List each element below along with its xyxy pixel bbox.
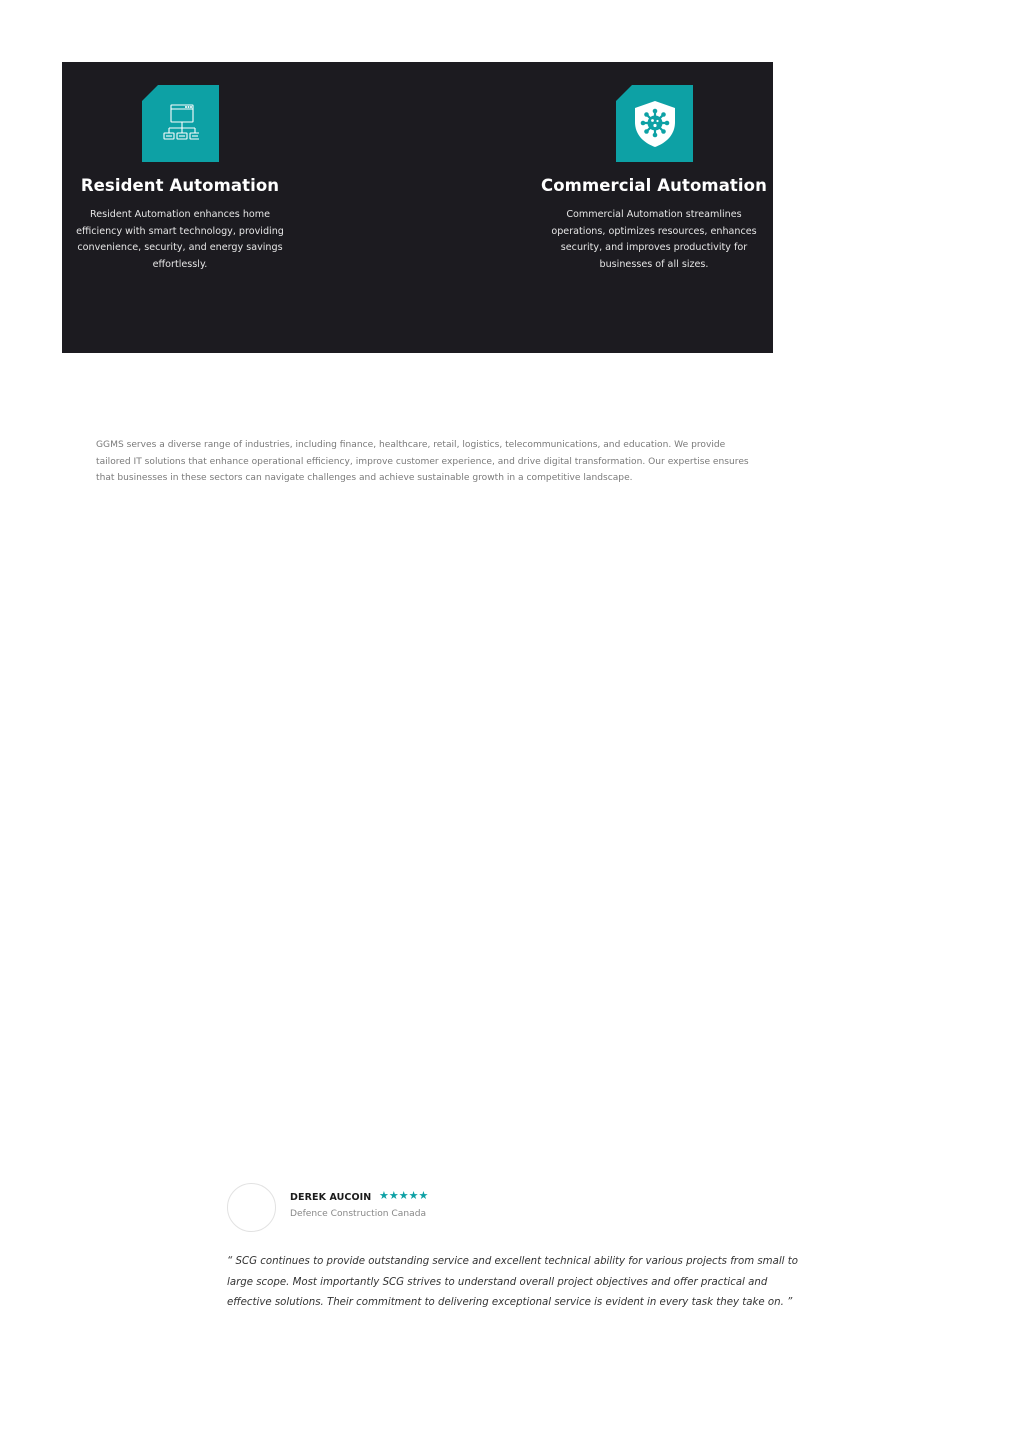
service-title: Resident Automation bbox=[80, 176, 280, 195]
testimonial-author-organization: Defence Construction Canada bbox=[290, 1209, 427, 1219]
service-card-resident-automation bbox=[62, 62, 298, 353]
star-rating: ★★★★★ bbox=[379, 1189, 429, 1202]
testimonial bbox=[227, 1183, 807, 1313]
service-description: Commercial Automation streamlines operations, optimizes resources, enhances security, and improves productivity for businesses of all sizes. bbox=[551, 209, 757, 270]
virus-shield-icon bbox=[633, 100, 677, 148]
service-description: Resident Automation enhances home efficiency with smart technology, providing convenience, security, and energy savings effortlessly. bbox=[76, 209, 284, 270]
services-panel bbox=[62, 62, 773, 353]
industries-description: GGMS serves a diverse range of industries, including finance, healthcare, retail, logistics, telecommunications, and education. We provide tailored IT solutions that enhance operational efficiency, improve customer experience, and drive digital transformation. Our expertise ensures that businesses in these sectors can navigate challenges and achieve sustainable growth in a competitive landscape. bbox=[96, 440, 749, 483]
service-title: Commercial Automation bbox=[541, 176, 767, 195]
network-hierarchy-icon bbox=[163, 104, 199, 144]
service-card-commercial-automation bbox=[536, 62, 772, 353]
testimonial-author-name: DEREK AUCOIN bbox=[290, 1192, 372, 1203]
service-icon-box bbox=[616, 85, 693, 162]
service-icon-box bbox=[142, 85, 219, 162]
avatar bbox=[227, 1183, 276, 1232]
testimonial-quote: “ SCG continues to provide outstanding service and excellent technical ability for various projects from small to large scope. Most importantly SCG strives to understand overall project objectives and offer practical and effective solutions. Their commitment to delivering exceptional service is evident in every task they take on. ” bbox=[227, 1256, 798, 1308]
